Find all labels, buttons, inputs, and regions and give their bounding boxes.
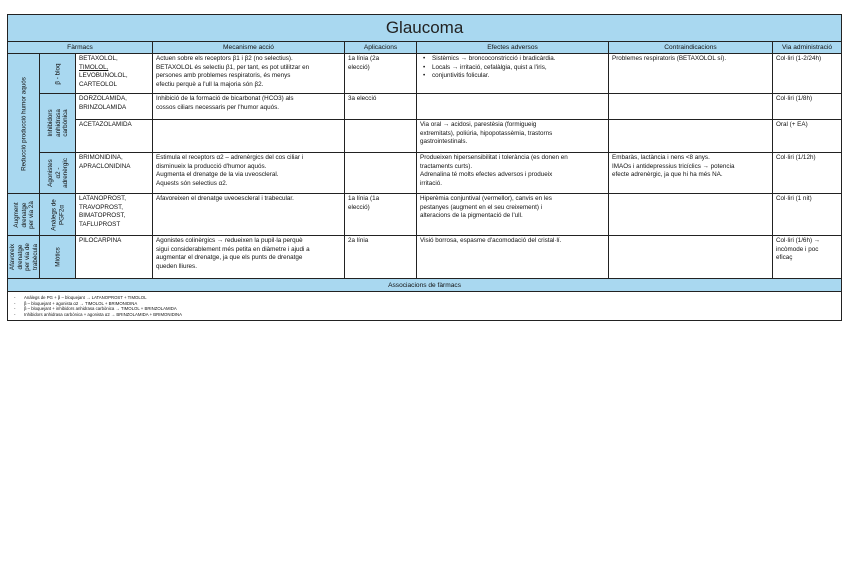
text-line: efectiu perquè a l'ull la majoria són β2. (156, 80, 264, 88)
list-item: • Locals → irritació, cefalàlgia, quist a l'iris, (432, 64, 605, 73)
text-line: drenatge (16, 244, 23, 270)
text-line: Estimula el receptors α2 – adrenèrgics del cos ciliar i (156, 154, 304, 161)
text-line: CARTEOLOL (79, 80, 118, 88)
mechanism-cell (153, 54, 345, 94)
adverse-cell (417, 120, 609, 153)
route-cell (773, 236, 842, 279)
drugs-cell (76, 120, 153, 153)
text-line: Oral (+ EA) (776, 121, 808, 128)
text-line: BETAXOLOL és selectiu β1, per tant, es pot utilitzar en (156, 63, 310, 71)
table-row-acetazolamida (8, 120, 842, 153)
text-line: 3a elecció (348, 95, 377, 102)
associations-notes (8, 292, 842, 321)
text-line: Augment (12, 201, 20, 228)
subgroup-agonistes (40, 153, 76, 194)
contraindications-cell (609, 153, 773, 194)
drugs-cell (76, 194, 153, 236)
text-line: ACETAZOLAMIDA (79, 121, 132, 128)
subgroup-inhibidors (40, 94, 76, 153)
text-line: Augmenta el drenatge de la via uveoscleral. (156, 171, 279, 179)
group-label (9, 243, 39, 271)
text-line: PILOCARPINA (79, 237, 122, 244)
header-via: Via administració (773, 42, 842, 54)
text-line: augmentar el drenatge, ja que els punts de drenatge (156, 254, 303, 262)
table-row-beta (8, 54, 842, 94)
text-line: Adrenalina té molts efectes adversos i produeix (420, 171, 553, 179)
subgroup-label (54, 247, 62, 267)
applications-cell (345, 120, 417, 153)
text-line: BRIMONIDINA, (79, 154, 123, 161)
header-row (8, 42, 842, 54)
text-line: Col·liri (1/12h) (776, 154, 816, 161)
adverse-cell (417, 194, 609, 236)
adverse-cell (417, 236, 609, 279)
header-farmacs: Fàrmacs (8, 42, 153, 54)
subgroup-label (54, 63, 62, 84)
text-line: BETAXOLOL, (79, 55, 118, 62)
text-line: cossos ciliars necessaris per l'humor aquós. (156, 103, 279, 111)
table-row-prostaglandines (8, 194, 842, 236)
text-line: incòmode i poc (776, 245, 819, 253)
mechanism-cell (153, 153, 345, 194)
text-line: Afavoreix (8, 243, 16, 271)
text-line: Produeixen hipersensibilitat i tolerància (es donen en (420, 154, 568, 161)
text-line: APRACLONIDINA (79, 162, 131, 170)
route-cell (773, 153, 842, 194)
text-line: Afavoreixen el drenatge uveoescleral i trabecular. (156, 195, 294, 202)
text-line: extremitats), poliúria, hipopotassèmia, trastorns (420, 129, 553, 137)
adverse-cell (417, 54, 609, 94)
text-line: elecció) (348, 63, 370, 71)
text-line: Hiperèmia conjuntival (vermellor), canvis en les (420, 195, 552, 202)
text-line: persones amb problemes respiratoris, és menys (156, 72, 291, 80)
text-line: Agonistes colinèrgics → redueixen la pupil·la perquè (156, 237, 303, 244)
text-line: eficaç (776, 254, 793, 262)
route-cell (773, 120, 842, 153)
group-reduccio (8, 54, 40, 194)
text-line: per via 2à (27, 200, 35, 229)
association-item: - β – bloquejant + agonista α2 → TIMOLOL + BRIMONIDINA (14, 301, 837, 307)
text-line: drenatge (19, 202, 27, 227)
text-line: gastrointestinals. (420, 138, 468, 146)
page-title: Glaucoma (8, 15, 842, 42)
route-cell (773, 194, 842, 236)
mechanism-cell (153, 94, 345, 120)
text-line: TRAVOPROST, (79, 203, 123, 211)
applications-cell (345, 94, 417, 120)
text-line: Visió borrosa, espasme d'acomodació del cristal·lí. (420, 237, 562, 244)
applications-cell (345, 194, 417, 236)
text-line: Anàlegs de (50, 198, 57, 231)
text-line: pestanyes (augment en el seu creixement) i (420, 203, 543, 211)
text-line: 1a línia (1a (348, 195, 380, 202)
mechanism-cell (153, 120, 345, 153)
text-line: adrenèrgic (61, 158, 69, 188)
association-item: - Anàlegs de PG + β – bloquejant → LATANOPROST + TIMOLOL (14, 295, 837, 301)
subgroup-beta (40, 54, 76, 94)
text-line: Via oral → acidosi, parestèsia (formigueig (420, 121, 537, 128)
table-row-miotics (8, 236, 842, 279)
text-line: Miòtics (53, 247, 61, 267)
header-mecanisme: Mecanisme acció (153, 42, 345, 54)
drugs-cell (76, 153, 153, 194)
text-line: TAFLUPROST (79, 220, 121, 228)
text-line: Col·liri (1/6h) → (776, 237, 821, 244)
text-line: 2a línia (348, 237, 369, 244)
contraindications-cell (609, 94, 773, 120)
text-line: tractaments curts). (420, 162, 473, 170)
mechanism-cell (153, 194, 345, 236)
text-line: Agonistes (46, 159, 54, 187)
association-item: - β – bloquejant + inhibidors anhidrasa carbònica → TIMOLOL + BRINZOLAMIDA (14, 306, 837, 312)
text-line: DORZOLAMIDA, (79, 95, 127, 102)
contraindications-cell (609, 194, 773, 236)
group-label (20, 77, 28, 171)
text-line: LEVOBUNOLOL, (79, 72, 128, 80)
table-row-agonistes (8, 153, 842, 194)
route-cell (773, 54, 842, 94)
text-line: Actuen sobre els receptors β1 i β2 (no selectius). (156, 55, 293, 62)
header-contraindicacions: Contraindicacions (609, 42, 773, 54)
subgroup-label (46, 109, 69, 137)
text-line: Reducció producció humor aquós (19, 76, 27, 171)
drugs-cell (76, 236, 153, 279)
text-line: Inhibició de la formació de bicarbonat (HCO3) als (156, 95, 294, 102)
subgroup-label (46, 158, 69, 188)
subgroup-miotics (40, 236, 76, 279)
text-line: LATANOPROST, (79, 195, 127, 202)
contraindications-cell (609, 120, 773, 153)
applications-cell (345, 153, 417, 194)
text-line: alteracions de la pigmentació de l'ull. (420, 212, 523, 220)
text-line: Aquests són selectius α2. (156, 179, 228, 187)
text-line: PGF2α (57, 204, 65, 225)
text-line: trabècula (31, 244, 38, 270)
group-label (12, 201, 35, 229)
header-efectes: Efectes adversos (417, 42, 609, 54)
text-line: α2 - (53, 167, 61, 179)
text-line: sigui considerablement més petita en diàmetre i ajudi a (156, 245, 310, 253)
applications-cell (345, 54, 417, 94)
text-line: β - bloq (53, 62, 61, 85)
text-line: Problemes respiratoris (BETAXOLOL sí). (612, 55, 727, 62)
text-line: Inhibidors (46, 109, 54, 137)
association-item: - Inhibidors anhidrasa carbònica + agonista α2 → BRINZOLAMIDA + BRIMONIDINA (14, 312, 837, 318)
list-item: • conjuntivitis folicular. (432, 72, 605, 81)
glaucoma-table (7, 14, 842, 321)
text-line: IMAOs i antidepressius tricíclics → potencia (612, 162, 735, 170)
text-line: TIMOLOL, (79, 63, 109, 71)
mechanism-cell (153, 236, 345, 279)
drugs-cell (76, 54, 153, 94)
adverse-cell (417, 94, 609, 120)
group-augment-drenatge (8, 194, 40, 236)
text-line: carbònica (61, 109, 69, 137)
text-line: BRINZOLAMIDA (79, 103, 127, 111)
text-line: Col·liri (1 nit) (776, 195, 812, 202)
list-item: • Sistèmics → broncoconstricció i bradicàrdia. (432, 55, 605, 64)
associations-title: Associacions de fàrmacs (8, 279, 842, 292)
text-line: Col·liri (1/8h) (776, 95, 813, 102)
text-line: 1a línia (2a (348, 55, 380, 62)
subgroup-analegs (40, 194, 76, 236)
drugs-cell (76, 94, 153, 120)
text-line: BIMATOPROST, (79, 212, 126, 220)
text-line: anhidrasa (53, 109, 61, 137)
table-row-dorzolamida (8, 94, 842, 120)
text-line: elecció) (348, 203, 370, 211)
glaucoma-sheet (7, 14, 841, 321)
route-cell (773, 94, 842, 120)
contraindications-cell (609, 236, 773, 279)
applications-cell (345, 236, 417, 279)
text-line: queden lliures. (156, 262, 197, 270)
header-aplicacions: Aplicacions (345, 42, 417, 54)
text-line: efecte adrenèrgic, ja que hi ha més NA. (612, 171, 723, 179)
subgroup-label (50, 199, 65, 231)
text-line: irritació. (420, 179, 443, 187)
text-line: Embaràs, lactància i nens <8 anys. (612, 154, 710, 161)
contraindications-cell (609, 54, 773, 94)
text-line: Col·liri (1-2/24h) (776, 55, 822, 62)
adverse-cell (417, 153, 609, 194)
text-line: disminueix la producció d'humor aquós. (156, 162, 267, 170)
group-afavoreix-drenatge (8, 236, 40, 279)
text-line: per via de (23, 243, 31, 271)
